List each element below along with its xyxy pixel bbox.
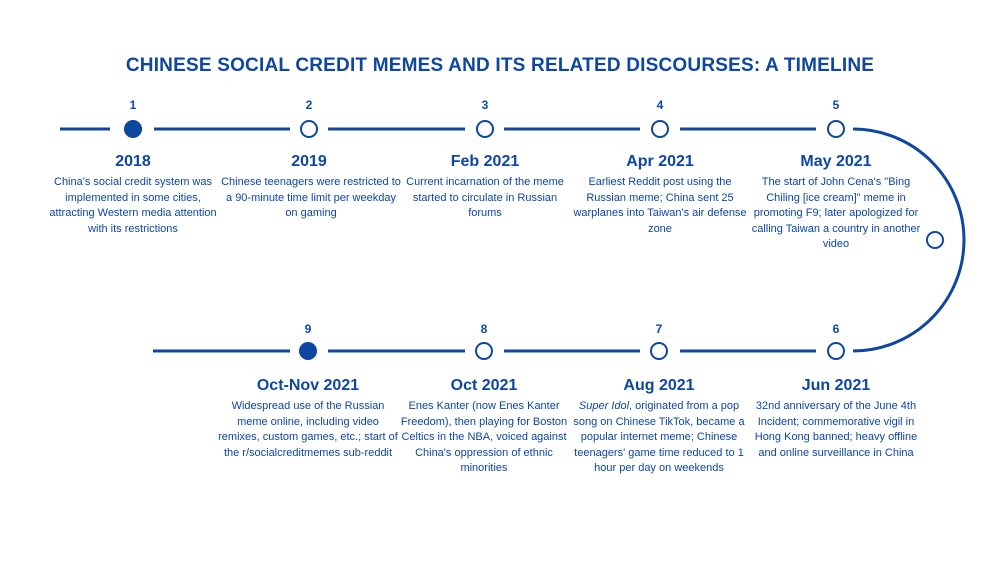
event-date: Feb 2021 bbox=[450, 153, 520, 170]
event-date: Aug 2021 bbox=[623, 377, 695, 394]
event-date: 2019 bbox=[291, 153, 327, 170]
event-number: 2 bbox=[305, 98, 313, 112]
event-number: 7 bbox=[655, 322, 663, 336]
event-date: Oct-Nov 2021 bbox=[256, 377, 360, 394]
page-title: CHINESE SOCIAL CREDIT MEMES AND ITS RELATED DISCOURSES: A TIMELINE bbox=[125, 55, 875, 76]
event-description: 32nd anniversary of the June 4th Incident; commemorative vigil in Hong Kong banned; heavy offline and online surveillance in China bbox=[754, 400, 918, 459]
event-description bbox=[569, 399, 749, 477]
event-node-8 bbox=[476, 343, 492, 359]
event-date: Apr 2021 bbox=[626, 153, 694, 170]
event-date: Oct 2021 bbox=[450, 377, 518, 394]
event-number: 8 bbox=[480, 322, 488, 336]
event-node-3 bbox=[477, 121, 493, 137]
song-title: Super Idol bbox=[578, 400, 630, 412]
event-number: 4 bbox=[656, 98, 664, 112]
event-node-1 bbox=[125, 121, 141, 137]
event-number: 5 bbox=[832, 98, 840, 112]
event-date: 2018 bbox=[115, 153, 151, 170]
event-number: 9 bbox=[304, 322, 312, 336]
event-number: 1 bbox=[129, 98, 137, 112]
event-description: Current incarnation of the meme started to circulate in Russian forums bbox=[406, 176, 564, 219]
event-node-5 bbox=[828, 121, 844, 137]
event-date: Jun 2021 bbox=[801, 377, 871, 394]
event-description: Earliest Reddit post using the Russian meme; China sent 25 warplanes into Taiwan's air defense zone bbox=[573, 176, 747, 235]
event-date: May 2021 bbox=[800, 153, 872, 170]
event-number: 3 bbox=[481, 98, 489, 112]
event-description: Chinese teenagers were restricted to a 90-minute time limit per weekday on gaming bbox=[221, 176, 401, 219]
event-description: China's social credit system was implemented in some cities, attracting Western media attention with its restrictions bbox=[49, 176, 217, 235]
event-description: Enes Kanter (now Enes Kanter Freedom), then playing for Boston Celtics in the NBA, voiced against China's oppression of ethnic minorities bbox=[400, 400, 568, 474]
event-node-4 bbox=[652, 121, 668, 137]
event-node-7 bbox=[651, 343, 667, 359]
event-description: Widespread use of the Russian meme online, including video remixes, custom games, etc.; start of the r/socialcreditmemes sub-reddit bbox=[218, 400, 398, 459]
event-node-2 bbox=[301, 121, 317, 137]
event-description: The start of John Cena's "Bing Chiling [ice cream]" meme in promoting F9; later apologized for calling Taiwan a country in another video bbox=[751, 176, 921, 250]
event-node-6 bbox=[828, 343, 844, 359]
curve-node bbox=[927, 232, 943, 248]
event-number: 6 bbox=[832, 322, 840, 336]
event-description-text: , originated from a pop song on Chinese TikTok, became a popular internet meme; Chinese teenagers' game time reduced to 1 hour per day on weekends bbox=[573, 400, 745, 474]
event-node-9 bbox=[300, 343, 316, 359]
